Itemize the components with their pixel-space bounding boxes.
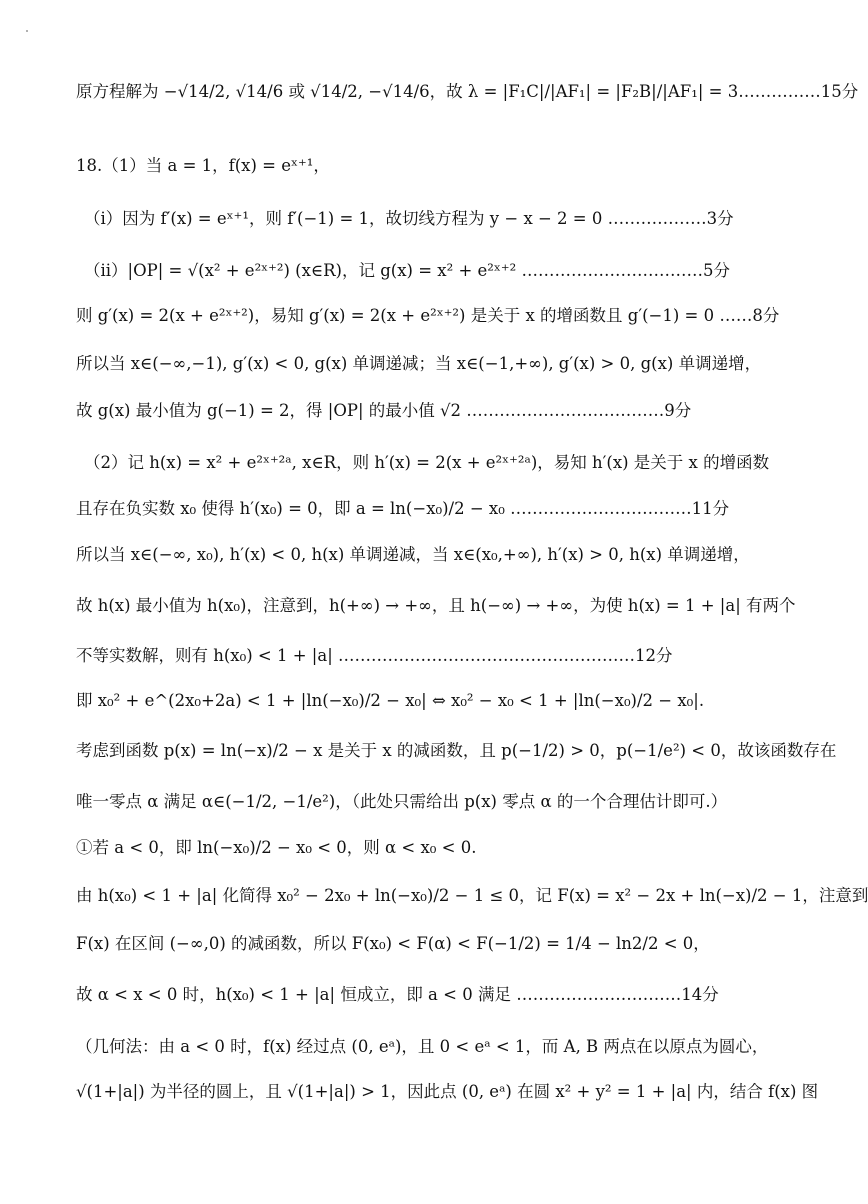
text-line: 故 h(x) 最小值为 h(x₀)，注意到，h(+∞) → +∞，且 h(−∞) → +∞，为使 h(x) = 1 + |a| 有两个 bbox=[76, 596, 796, 615]
text-line: ①若 a < 0，即 ln(−x₀)/2 − x₀ < 0，则 α < x₀ < 0. bbox=[76, 838, 477, 857]
text-line: （2）记 h(x) = x² + e²ˣ⁺²ᵃ, x∈R，则 h′(x) = 2(x + e²ˣ⁺²ᵃ)，易知 h′(x) 是关于 x 的增函数 bbox=[84, 453, 770, 472]
text-line: 所以当 x∈(−∞,−1), g′(x) < 0, g(x) 单调递减；当 x∈(−1,+∞), g′(x) > 0, g(x) 单调递增， bbox=[76, 354, 762, 373]
text-line: 由 h(x₀) < 1 + |a| 化简得 x₀² − 2x₀ + ln(−x₀)/2 − 1 ≤ 0，记 F(x) = x² − 2x + ln(−x)/2 − 1，注意到 bbox=[76, 886, 868, 905]
text-line: 则 g′(x) = 2(x + e²ˣ⁺²)，易知 g′(x) = 2(x + e²ˣ⁺²) 是关于 x 的增函数且 g′(−1) = 0 ……8分 bbox=[76, 306, 780, 325]
text-line: 且存在负实数 x₀ 使得 h′(x₀) = 0，即 a = ln(−x₀)/2 − x₀ ……………………………11分 bbox=[76, 499, 730, 518]
text-line: 不等实数解，则有 h(x₀) < 1 + |a| ………………………………………………12分 bbox=[76, 646, 673, 665]
text-line: √(1+|a|) 为半径的圆上，且 √(1+|a|) > 1，因此点 (0, eᵃ) 在圆 x² + y² = 1 + |a| 内，结合 f(x) 图 bbox=[76, 1082, 819, 1101]
text-line: （几何法：由 a < 0 时，f(x) 经过点 (0, eᵃ)，且 0 < eᵃ < 1，而 A, B 两点在以原点为圆心， bbox=[76, 1037, 769, 1056]
text-line: 原方程解为 −√14/2, √14/6 或 √14/2, −√14/6，故 λ = |F₁C|/|AF₁| = |F₂B|/|AF₁| = 3……………15分 bbox=[76, 82, 859, 101]
text-line: 故 α < x < 0 时，h(x₀) < 1 + |a| 恒成立，即 a < 0 满足 …………………………14分 bbox=[76, 985, 719, 1004]
text-line: （i）因为 f′(x) = eˣ⁺¹，则 f′(−1) = 1，故切线方程为 y − x − 2 = 0 ………………3分 bbox=[84, 209, 734, 228]
text-line: 唯一零点 α 满足 α∈(−1/2, −1/e²)，（此处只需给出 p(x) 零点 α 的一个合理估计即可.） bbox=[76, 792, 728, 811]
text-line: 考虑到函数 p(x) = ln(−x)/2 − x 是关于 x 的减函数，且 p(−1/2) > 0，p(−1/e²) < 0，故该函数存在 bbox=[76, 741, 837, 760]
corner-mark bbox=[26, 30, 28, 32]
text-line: 即 x₀² + e^(2x₀+2a) < 1 + |ln(−x₀)/2 − x₀| ⇔ x₀² − x₀ < 1 + |ln(−x₀)/2 − x₀|. bbox=[76, 691, 705, 710]
problem-18-heading: 18.（1）当 a = 1，f(x) = eˣ⁺¹， bbox=[76, 156, 330, 175]
text-line: （ii）|OP| = √(x² + e²ˣ⁺²) (x∈R)，记 g(x) = x² + e²ˣ⁺² ……………………………5分 bbox=[84, 261, 730, 280]
text-line: F(x) 在区间 (−∞,0) 的减函数，所以 F(x₀) < F(α) < F(−1/2) = 1/4 − ln2/2 < 0， bbox=[76, 934, 710, 953]
text-line: 故 g(x) 最小值为 g(−1) = 2，得 |OP| 的最小值 √2 ………………………………9分 bbox=[76, 401, 692, 420]
text-line: 所以当 x∈(−∞, x₀), h′(x) < 0, h(x) 单调递减，当 x∈(x₀,+∞), h′(x) > 0, h(x) 单调递增， bbox=[76, 545, 750, 564]
